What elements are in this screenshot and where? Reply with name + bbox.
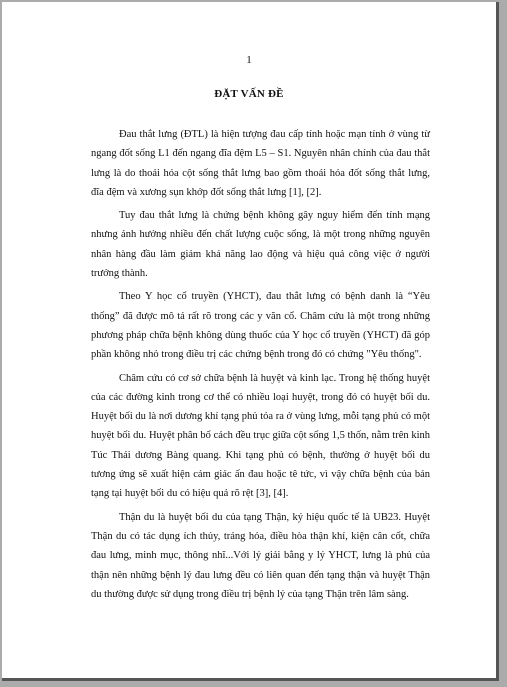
body-text (91, 125, 430, 608)
paragraph: Đau thắt lưng (ĐTL) là hiện tượng đau cấp tính hoặc mạn tính ở vùng từ ngang đốt sống L1 đến ngang đĩa đệm L5 – S1. Nguyên nhân chính của đau thắt lưng là do thoái hóa cột sống thắt lưng bao gồm thoái hóa đốt sống thắt lưng, đĩa đệm và xương sụn khớp đốt sống thắt lưng [1], [2]. (91, 129, 430, 198)
paragraph: Tuy đau thắt lưng là chứng bệnh không gây nguy hiểm đến tính mạng nhưng ảnh hưởng nhiều đến chất lượng cuộc sống, là một trong những nguyên nhân hàng đầu làm giảm khả năng lao động và hiệu quả công việc ở người trưởng thành. (91, 210, 430, 280)
page-number: 1 (246, 54, 252, 66)
document-page (2, 2, 499, 681)
page-title: ĐẶT VẤN ĐỀ (214, 88, 284, 100)
paragraph: Châm cứu có cơ sở chữa bệnh là huyệt và kinh lạc. Trong hệ thống huyệt của các đường kinh trong cơ thể có nhiều loại huyệt, trong đó có huyệt bối du. Huyệt bối du là nơi dương khí tạng phủ tỏa ra ở vùng lưng, mỗi tạng phủ có một huyệt bối du. Huyệt phân bố cách đều trục giữa cột sống 1,5 thốn, nằm trên kinh Túc Thái dương Bàng quang. Khi tạng phủ có bệnh, thường ở huyệt bối du tương ứng sẽ xuất hiện cảm giác ấn đau hoặc tê tức, vì vậy chữa bệnh của bản tạng tại huyệt bối du có hiệu quả rõ rệt [3], [4]. (91, 372, 430, 500)
paragraph: Theo Y học cổ truyền (YHCT), đau thắt lưng có bệnh danh là “Yêu thống” đã được mô tả rất rõ trong các y văn cổ. Châm cứu là một trong những phương pháp chữa bệnh không dùng thuốc của Y học cổ truyền (YHCT) đã góp phần không nhỏ trong điều trị các chứng bệnh trong đó có chứng "Yêu thống". (91, 291, 430, 361)
paragraph: Thận du là huyệt bối du của tạng Thận, ký hiệu quốc tế là UB23. Huyệt Thận du có tác dụng ích thủy, tráng hỏa, điều hòa thận khí, kiện cân cốt, chữa đau lưng, minh mục, thông nhĩ...Với lý giải bằng y lý YHCT, lưng là phủ của thận nên những bệnh lý đau lưng đều có liên quan đến tạng thận và huyệt Thận du thường được sử dụng trong điều trị bệnh lý của tạng Thận trên lâm sàng. (91, 511, 430, 600)
